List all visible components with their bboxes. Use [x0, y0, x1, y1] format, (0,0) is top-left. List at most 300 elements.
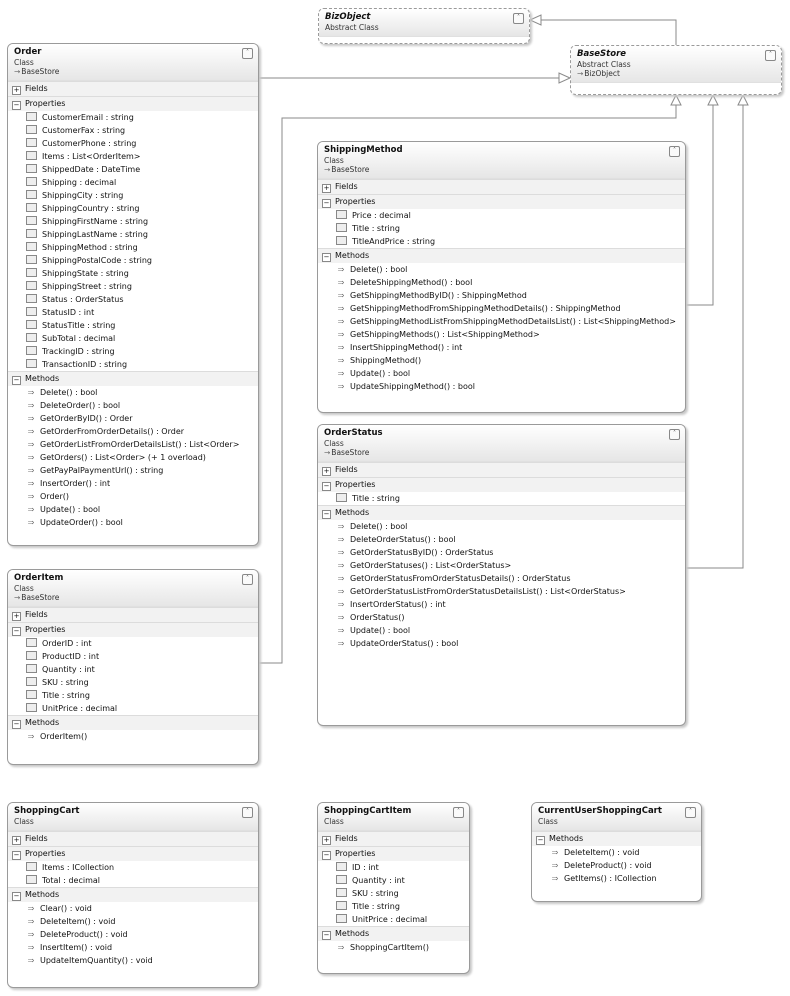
method-item[interactable] [318, 533, 685, 546]
member-text: DeleteProduct() : void [40, 930, 128, 939]
method-item[interactable] [318, 302, 685, 315]
expander-icon[interactable]: − [13, 720, 20, 728]
member-text: DeleteItem() : void [564, 848, 640, 857]
expander-icon[interactable]: + [13, 836, 20, 844]
section-methods[interactable] [8, 715, 258, 730]
connector-basestore-bizobject [530, 20, 676, 45]
member-text: Delete() : bool [350, 265, 408, 274]
base-class-label: → BaseStore [14, 67, 252, 76]
member-text: Shipping : decimal [42, 178, 117, 187]
method-item[interactable] [532, 872, 701, 885]
property-icon [336, 862, 347, 871]
base-class-label: → BaseStore [14, 593, 252, 602]
method-icon: ⇒ [337, 356, 345, 365]
class-name: ShippingMethod [324, 145, 403, 155]
member-text: Items : ICollection [42, 863, 115, 872]
section-properties[interactable] [8, 96, 258, 111]
member-text: InsertShippingMethod() : int [350, 343, 463, 352]
method-icon: ⇒ [337, 265, 345, 274]
property-item[interactable] [8, 124, 258, 137]
property-icon [26, 112, 37, 121]
property-item[interactable] [318, 861, 469, 874]
class-stereotype: Abstract Class [325, 23, 379, 32]
property-icon [26, 294, 37, 303]
method-item[interactable] [318, 354, 685, 367]
method-item[interactable] [318, 546, 685, 559]
property-item[interactable] [318, 492, 685, 505]
section-methods[interactable] [8, 887, 258, 902]
expander-icon[interactable]: − [537, 836, 544, 844]
property-item[interactable] [8, 689, 258, 702]
property-icon [336, 223, 347, 232]
property-icon [336, 901, 347, 910]
method-icon: ⇒ [551, 874, 559, 883]
member-text: TitleAndPrice : string [352, 237, 436, 246]
property-item[interactable] [8, 150, 258, 163]
member-text: DeleteItem() : void [40, 917, 116, 926]
section-properties[interactable] [8, 846, 258, 861]
member-text: ShippingPostalCode : string [42, 256, 152, 265]
expander-icon[interactable]: − [13, 101, 20, 109]
member-text: Order() [40, 492, 69, 501]
method-icon: ⇒ [27, 956, 35, 965]
class-header [8, 570, 258, 607]
class-stereotype: Class [324, 817, 344, 826]
class-header [532, 803, 701, 831]
property-item[interactable] [8, 874, 258, 887]
member-text: ShippingMethod() [350, 356, 422, 365]
property-item[interactable] [8, 267, 258, 280]
property-item[interactable] [8, 332, 258, 345]
method-item[interactable] [318, 520, 685, 533]
member-text: SubTotal : decimal [42, 334, 116, 343]
member-text: Update() : bool [350, 626, 411, 635]
member-text: CustomerFax : string [42, 126, 126, 135]
method-item[interactable] [318, 624, 685, 637]
method-icon: ⇒ [337, 574, 345, 583]
double-chevron-icon[interactable]: ˄ [765, 50, 776, 61]
arrowhead-basestore-left [559, 73, 570, 83]
method-icon: ⇒ [337, 943, 345, 952]
method-icon: ⇒ [337, 600, 345, 609]
section-label: Properties [25, 99, 66, 108]
section-label: Fields [25, 84, 48, 93]
method-item[interactable] [318, 637, 685, 650]
method-item[interactable] [8, 386, 258, 399]
section-methods[interactable] [8, 371, 258, 386]
method-icon: ⇒ [337, 587, 345, 596]
section-label: Methods [335, 508, 370, 517]
property-item[interactable] [318, 222, 685, 235]
method-icon: ⇒ [27, 930, 35, 939]
method-icon: ⇒ [337, 278, 345, 287]
member-text: Title : string [352, 902, 400, 911]
member-text: GetOrderFromOrderDetails() : Order [40, 427, 185, 436]
property-item[interactable] [318, 900, 469, 913]
class-box-orderstatus[interactable] [317, 424, 686, 726]
connector-orderstatus-basestore [686, 95, 743, 568]
method-item[interactable] [8, 730, 258, 743]
member-text: GetOrders() : List<Order> (+ 1 overload) [40, 453, 206, 462]
property-item[interactable] [8, 637, 258, 650]
double-chevron-icon[interactable]: ˄ [453, 807, 464, 818]
property-item[interactable] [8, 228, 258, 241]
property-icon [26, 242, 37, 251]
section-label: Fields [25, 610, 48, 619]
method-item[interactable] [8, 464, 258, 477]
property-icon [26, 190, 37, 199]
property-icon [26, 164, 37, 173]
section-methods[interactable] [532, 831, 701, 846]
method-item[interactable] [8, 902, 258, 915]
member-text: ID : int [352, 863, 379, 872]
section-label: Fields [335, 182, 358, 191]
method-icon: ⇒ [27, 414, 35, 423]
property-icon [26, 703, 37, 712]
method-icon: ⇒ [337, 330, 345, 339]
method-item[interactable] [8, 503, 258, 516]
expander-icon[interactable]: + [13, 86, 20, 94]
property-item[interactable] [318, 235, 685, 248]
section-label: Fields [25, 834, 48, 843]
section-label: Methods [25, 374, 60, 383]
member-text: CustomerEmail : string [42, 113, 134, 122]
arrowhead-basestore-c [738, 95, 748, 105]
member-text: UnitPrice : decimal [42, 704, 118, 713]
member-text: ProductID : int [42, 652, 100, 661]
method-icon: ⇒ [337, 317, 345, 326]
method-item[interactable] [318, 572, 685, 585]
member-text: Title : string [352, 494, 400, 503]
member-text: InsertOrderStatus() : int [350, 600, 446, 609]
property-icon [336, 888, 347, 897]
arrowhead-basestore-a [671, 95, 681, 105]
member-text: GetOrderListFromOrderDetailsList() : List<Order> [40, 440, 240, 449]
member-text: ShoppingCartItem() [350, 943, 429, 952]
method-icon: ⇒ [27, 479, 35, 488]
expander-icon[interactable]: − [323, 482, 330, 490]
section-fields[interactable] [318, 831, 469, 846]
method-icon: ⇒ [27, 401, 35, 410]
double-chevron-icon[interactable]: ˄ [669, 146, 680, 157]
class-stereotype: Class [324, 156, 344, 165]
property-item[interactable] [8, 241, 258, 254]
property-item[interactable] [8, 163, 258, 176]
section-properties[interactable] [8, 622, 258, 637]
base-class-label: → BaseStore [324, 448, 679, 457]
member-text: UpdateItemQuantity() : void [40, 956, 153, 965]
class-name: OrderItem [14, 573, 64, 583]
member-text: Total : decimal [42, 876, 101, 885]
method-item[interactable] [8, 928, 258, 941]
member-text: Delete() : bool [40, 388, 98, 397]
expander-icon[interactable]: − [323, 199, 330, 207]
property-icon [26, 638, 37, 647]
method-icon: ⇒ [337, 639, 345, 648]
member-text: OrderItem() [40, 732, 88, 741]
property-icon [26, 177, 37, 186]
member-text: InsertItem() : void [40, 943, 113, 952]
expander-icon[interactable]: − [13, 376, 20, 384]
method-item[interactable] [318, 585, 685, 598]
section-fields[interactable] [318, 462, 685, 477]
section-methods[interactable] [318, 505, 685, 520]
connector-shippingmethod-basestore [686, 95, 713, 305]
method-icon: ⇒ [551, 848, 559, 857]
class-box-bizobject[interactable] [318, 8, 530, 44]
class-box-basestore[interactable] [570, 45, 782, 95]
member-text: InsertOrder() : int [40, 479, 111, 488]
class-header [318, 425, 685, 462]
method-item[interactable] [318, 328, 685, 341]
member-text: GetShippingMethodFromShippingMethodDetails() : ShippingMethod [350, 304, 621, 313]
method-item[interactable] [318, 611, 685, 624]
method-icon: ⇒ [551, 861, 559, 870]
class-name: ShoppingCartItem [324, 806, 412, 816]
class-header [8, 803, 258, 831]
member-text: Price : decimal [352, 211, 411, 220]
member-text: StatusTitle : string [42, 321, 116, 330]
member-text: ShippedDate : DateTime [42, 165, 141, 174]
property-item[interactable] [8, 176, 258, 189]
property-icon [26, 268, 37, 277]
member-text: TransactionID : string [42, 360, 128, 369]
property-item[interactable] [8, 293, 258, 306]
member-text: GetOrderStatusByID() : OrderStatus [350, 548, 494, 557]
class-name: ShoppingCart [14, 806, 80, 816]
property-item[interactable] [318, 874, 469, 887]
property-item[interactable] [318, 887, 469, 900]
member-text: OrderID : int [42, 639, 92, 648]
section-methods[interactable] [318, 926, 469, 941]
method-item[interactable] [318, 380, 685, 393]
class-name: BizObject [325, 12, 371, 22]
expander-icon[interactable]: − [323, 931, 330, 939]
member-text: SKU : string [352, 889, 399, 898]
section-properties[interactable] [318, 846, 469, 861]
class-box-currentusershoppingcart[interactable] [531, 802, 702, 902]
property-icon [26, 664, 37, 673]
expander-icon[interactable]: + [323, 467, 330, 475]
class-stereotype: Class [14, 58, 34, 67]
property-item[interactable] [8, 702, 258, 715]
double-chevron-icon[interactable]: ˄ [513, 13, 524, 24]
member-text: ShippingCountry : string [42, 204, 140, 213]
member-text: ShippingCity : string [42, 191, 124, 200]
member-text: UnitPrice : decimal [352, 915, 428, 924]
class-box-shoppingcart[interactable] [7, 802, 259, 988]
member-text: Clear() : void [40, 904, 92, 913]
member-text: GetShippingMethodListFromShippingMethodDetailsList() : List<ShippingMethod> [350, 317, 676, 326]
member-text: StatusID : int [42, 308, 95, 317]
arrowhead-bizobject [530, 15, 541, 25]
member-text: ShippingMethod : string [42, 243, 138, 252]
double-chevron-icon[interactable]: ˄ [242, 574, 253, 585]
class-stereotype: Class [324, 439, 344, 448]
section-label: Properties [335, 197, 376, 206]
class-box-orderitem[interactable] [7, 569, 259, 765]
class-header [8, 44, 258, 81]
expander-icon[interactable]: − [13, 627, 20, 635]
method-icon: ⇒ [337, 382, 345, 391]
expander-icon[interactable]: − [323, 253, 330, 261]
method-item[interactable] [8, 516, 258, 529]
member-text: Delete() : bool [350, 522, 408, 531]
section-fields[interactable] [8, 831, 258, 846]
property-item[interactable] [8, 111, 258, 124]
property-icon [336, 210, 347, 219]
member-text: GetOrderByID() : Order [40, 414, 133, 423]
method-item[interactable] [8, 941, 258, 954]
method-icon: ⇒ [337, 291, 345, 300]
property-item[interactable] [8, 137, 258, 150]
member-text: DeleteProduct() : void [564, 861, 652, 870]
method-item[interactable] [318, 598, 685, 611]
method-item[interactable] [8, 915, 258, 928]
expander-icon[interactable]: + [323, 836, 330, 844]
property-item[interactable] [8, 215, 258, 228]
method-item[interactable] [8, 438, 258, 451]
expander-icon[interactable]: + [13, 612, 20, 620]
property-item[interactable] [8, 358, 258, 371]
method-icon: ⇒ [27, 518, 35, 527]
property-icon [26, 690, 37, 699]
method-item[interactable] [318, 367, 685, 380]
property-item[interactable] [8, 676, 258, 689]
method-item[interactable] [318, 559, 685, 572]
member-text: Status : OrderStatus [42, 295, 124, 304]
member-text: Items : List<OrderItem> [42, 152, 141, 161]
property-icon [26, 307, 37, 316]
class-name: CurrentUserShoppingCart [538, 806, 662, 816]
double-chevron-icon[interactable]: ˄ [685, 807, 696, 818]
method-icon: ⇒ [337, 561, 345, 570]
method-item[interactable] [8, 954, 258, 967]
property-icon [26, 125, 37, 134]
class-box-shippingmethod[interactable] [317, 141, 686, 413]
expander-icon[interactable]: − [323, 851, 330, 859]
method-icon: ⇒ [27, 505, 35, 514]
base-class-label: → BizObject [577, 69, 775, 78]
method-item[interactable] [318, 289, 685, 302]
section-fields[interactable] [8, 81, 258, 96]
method-icon: ⇒ [27, 917, 35, 926]
method-item[interactable] [318, 341, 685, 354]
property-icon [26, 203, 37, 212]
section-fields[interactable] [318, 179, 685, 194]
property-icon [26, 138, 37, 147]
property-item[interactable] [8, 280, 258, 293]
member-text: UpdateOrderStatus() : bool [350, 639, 459, 648]
member-text: GetOrderStatusListFromOrderStatusDetailsList() : List<OrderStatus> [350, 587, 626, 596]
expander-icon[interactable]: + [323, 184, 330, 192]
member-text: TrackingID : string [42, 347, 115, 356]
method-item[interactable] [8, 477, 258, 490]
method-item[interactable] [8, 425, 258, 438]
property-item[interactable] [8, 650, 258, 663]
method-item[interactable] [8, 490, 258, 503]
section-fields[interactable] [8, 607, 258, 622]
expander-icon[interactable]: − [13, 851, 20, 859]
member-text: GetShippingMethods() : List<ShippingMethod> [350, 330, 540, 339]
member-text: Quantity : int [42, 665, 95, 674]
method-item[interactable] [318, 941, 469, 954]
member-text: GetOrderStatuses() : List<OrderStatus> [350, 561, 512, 570]
member-text: ShippingStreet : string [42, 282, 132, 291]
section-label: Methods [25, 718, 60, 727]
property-item[interactable] [318, 209, 685, 222]
property-icon [26, 320, 37, 329]
double-chevron-icon[interactable]: ˄ [242, 807, 253, 818]
section-label: Fields [335, 465, 358, 474]
member-text: GetItems() : ICollection [564, 874, 657, 883]
member-text: Quantity : int [352, 876, 405, 885]
property-item[interactable] [318, 913, 469, 926]
method-item[interactable] [8, 451, 258, 464]
property-item[interactable] [8, 202, 258, 215]
property-item[interactable] [8, 189, 258, 202]
property-icon [26, 346, 37, 355]
property-icon [336, 493, 347, 502]
property-icon [336, 914, 347, 923]
method-item[interactable] [318, 315, 685, 328]
section-label: Properties [335, 849, 376, 858]
double-chevron-icon[interactable]: ˄ [669, 429, 680, 440]
class-name: OrderStatus [324, 428, 383, 438]
method-item[interactable] [318, 276, 685, 289]
property-icon [26, 359, 37, 368]
section-properties[interactable] [318, 194, 685, 209]
property-icon [26, 281, 37, 290]
method-icon: ⇒ [27, 427, 35, 436]
method-item[interactable] [532, 846, 701, 859]
property-item[interactable] [8, 345, 258, 358]
expander-icon[interactable]: − [13, 892, 20, 900]
method-icon: ⇒ [337, 304, 345, 313]
class-header [571, 46, 781, 83]
section-properties[interactable] [318, 477, 685, 492]
class-box-shoppingcartitem[interactable] [317, 802, 470, 974]
property-item[interactable] [8, 254, 258, 267]
method-icon: ⇒ [27, 904, 35, 913]
section-methods[interactable] [318, 248, 685, 263]
property-icon [336, 875, 347, 884]
method-icon: ⇒ [337, 535, 345, 544]
method-item[interactable] [532, 859, 701, 872]
method-item[interactable] [8, 399, 258, 412]
method-icon: ⇒ [337, 613, 345, 622]
double-chevron-icon[interactable]: ˄ [242, 48, 253, 59]
class-box-order[interactable] [7, 43, 259, 546]
member-text: SKU : string [42, 678, 89, 687]
member-text: ShippingFirstName : string [42, 217, 149, 226]
method-icon: ⇒ [337, 548, 345, 557]
member-text: OrderStatus() [350, 613, 405, 622]
method-item[interactable] [8, 412, 258, 425]
property-icon [26, 333, 37, 342]
member-text: CustomerPhone : string [42, 139, 137, 148]
expander-icon[interactable]: − [323, 510, 330, 518]
property-item[interactable] [8, 861, 258, 874]
property-item[interactable] [8, 306, 258, 319]
property-item[interactable] [8, 319, 258, 332]
method-item[interactable] [318, 263, 685, 276]
property-icon [26, 677, 37, 686]
property-item[interactable] [8, 663, 258, 676]
class-header [318, 803, 469, 831]
section-label: Properties [335, 480, 376, 489]
member-text: GetPayPalPaymentUrl() : string [40, 466, 164, 475]
